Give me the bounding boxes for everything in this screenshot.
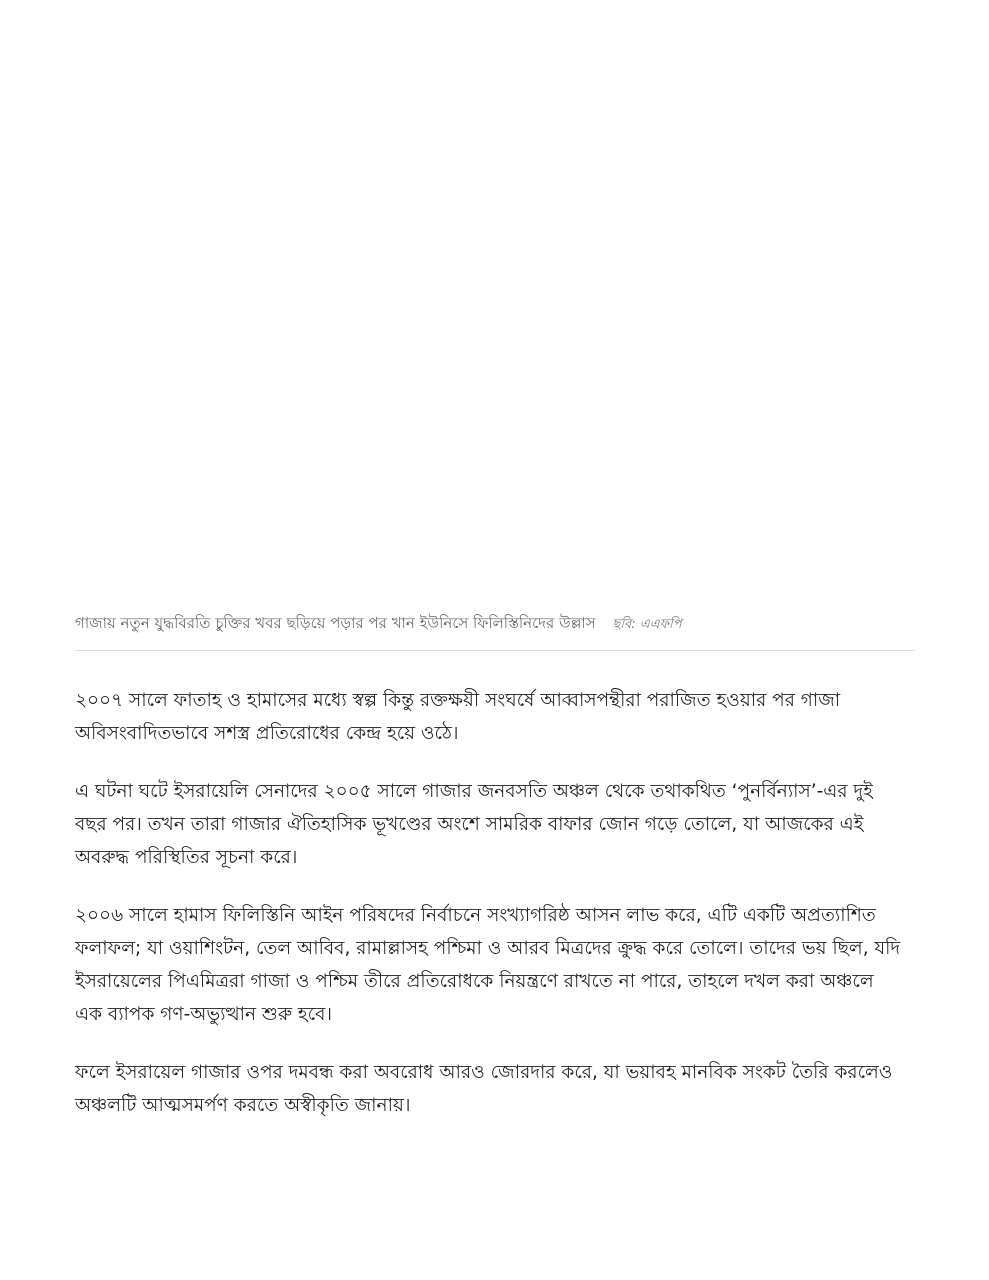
article-paragraph: ২০০৭ সালে ফাতাহ ও হামাসের মধ্যে স্বল্প কিন্তু রক্তক্ষয়ী সংঘর্ষে আব্বাসপন্থীরা পরাজিত হওয়ার পর গাজা অবিসংবাদিতভাবে সশস্ত্র প্রতিরোধের কেন্দ্র হয়ে ওঠে। [75,690,841,744]
photo-credit: ছবি: এএফপি [612,617,682,632]
article-paragraph: ফলে ইসরায়েল গাজার ওপর দমবন্ধ করা অবরোধ আরও জোরদার করে, যা ভয়াবহ মানবিক সংকট তৈরি করলেও অঞ্চলটি আত্মসমর্পণ করতে অস্বীকৃতি জানায়। [75,1062,893,1116]
article-image [0,0,989,600]
article-paragraph: ২০০৬ সালে হামাস ফিলিস্তিনি আইন পরিষদের নির্বাচনে সংখ্যাগরিষ্ঠ আসন লাভ করে, এটি একটি অপ্রত্যাশিত ফলাফল; যা ওয়াশিংটন, তেল আবিব, রামাল্লাসহ পশ্চিমা ও আরব মিত্রদের ক্রুদ্ধ করে তোলে। তাদের ভয় ছিল, যদি ইসরায়েলের পিএমিত্ররা গাজা ও পশ্চিম তীরে প্রতিরোধকে নিয়ন্ত্রণে রাখতে না পারে, তাহলে দখল করা অঞ্চলে এক ব্যাপক গণ-অভ্যুত্থান শুরু হবে। [75,905,901,1025]
image-caption [75,612,915,636]
article-paragraph: এ ঘটনা ঘটে ইসরায়েলি সেনাদের ২০০৫ সালে গাজার জনবসতি অঞ্চল থেকে তথাকথিত ‘পুনর্বিন্যাস’-এর দুই বছর পর। তখন তারা গাজার ঐতিহাসিক ভূখণ্ডের অংশে সামরিক বাফার জোন গড়ে তোলে, যা আজকের এই অবরুদ্ধ পরিস্থিতির সূচনা করে। [75,781,873,868]
caption-divider [75,650,915,651]
article-body [75,684,905,1147]
caption-text: গাজায় নতুন যুদ্ধবিরতি চুক্তির খবর ছড়িয়ে পড়ার পর খান ইউনিসে ফিলিস্তিনিদের উল্লাস [75,614,596,632]
